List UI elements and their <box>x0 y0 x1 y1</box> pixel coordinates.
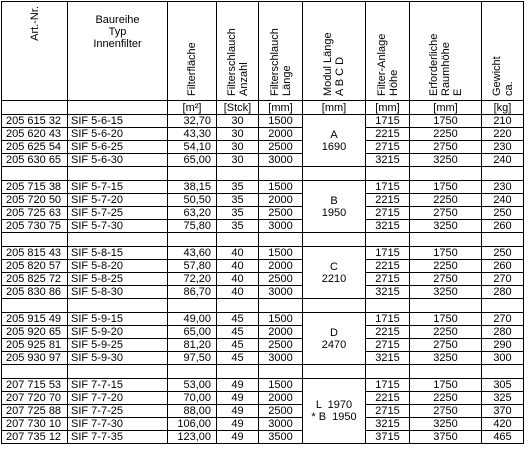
table-row <box>2 352 524 365</box>
cell-raumhoehe: 2750 <box>410 339 482 352</box>
group-separator <box>2 233 524 247</box>
table-row <box>2 260 524 273</box>
cell-baureihe: SIF 7-7-15 <box>68 379 168 392</box>
cell-raumhoehe: 2750 <box>410 273 482 286</box>
separator-cell <box>303 233 366 247</box>
cell-baureihe: SIF 5-6-30 <box>68 154 168 167</box>
cell-schlauch-anzahl: 30 <box>217 115 259 128</box>
cell-filterflaeche: 97,50 <box>168 352 217 365</box>
cell-art-nr: 205 820 57 <box>2 260 68 273</box>
cell-schlauch-anzahl: 49 <box>217 379 259 392</box>
separator-cell <box>259 233 303 247</box>
header-baureihe <box>68 2 168 101</box>
table-row <box>2 392 524 405</box>
cell-art-nr: 207 735 12 <box>2 431 68 444</box>
cell-art-nr: 205 620 43 <box>2 128 68 141</box>
separator-cell <box>482 167 524 181</box>
separator-cell <box>2 365 68 379</box>
group-separator <box>2 167 524 181</box>
table-row <box>2 115 524 128</box>
cell-schlauch-laenge: 2000 <box>259 194 303 207</box>
cell-modul-laenge: D 2470 <box>303 313 366 365</box>
cell-schlauch-laenge: 2000 <box>259 392 303 405</box>
cell-gewicht: 240 <box>482 154 524 167</box>
cell-schlauch-anzahl: 35 <box>217 181 259 194</box>
cell-filterflaeche: 53,00 <box>168 379 217 392</box>
cell-gewicht: 420 <box>482 418 524 431</box>
cell-filterflaeche: 72,20 <box>168 273 217 286</box>
header-modul-laenge <box>303 2 366 101</box>
cell-anlage-hoehe: 3215 <box>366 220 410 233</box>
cell-gewicht: 270 <box>482 313 524 326</box>
cell-raumhoehe: 1750 <box>410 181 482 194</box>
cell-schlauch-anzahl: 49 <box>217 405 259 418</box>
cell-art-nr: 207 715 53 <box>2 379 68 392</box>
cell-baureihe: SIF 5-9-30 <box>68 352 168 365</box>
cell-schlauch-anzahl: 45 <box>217 352 259 365</box>
cell-baureihe: SIF 7-7-35 <box>68 431 168 444</box>
cell-filterflaeche: 106,00 <box>168 418 217 431</box>
cell-baureihe: SIF 5-9-25 <box>68 339 168 352</box>
cell-schlauch-anzahl: 35 <box>217 220 259 233</box>
cell-baureihe: SIF 5-6-20 <box>68 128 168 141</box>
cell-baureihe: SIF 7-7-30 <box>68 418 168 431</box>
cell-anlage-hoehe: 2215 <box>366 194 410 207</box>
separator-cell <box>303 167 366 181</box>
cell-gewicht: 220 <box>482 128 524 141</box>
cell-art-nr: 205 915 49 <box>2 313 68 326</box>
cell-baureihe: SIF 5-6-25 <box>68 141 168 154</box>
header-gewicht-label: Gewicht ca. <box>490 56 515 96</box>
header-schlauch-anzahl <box>217 2 259 101</box>
header-art-nr-label: Art.-Nr. <box>28 6 41 41</box>
cell-filterflaeche: 57,80 <box>168 260 217 273</box>
header-filterflaeche-label: Filterfläche <box>186 42 198 96</box>
cell-anlage-hoehe: 2215 <box>366 128 410 141</box>
header-filterflaeche <box>168 2 217 101</box>
cell-art-nr: 205 715 38 <box>2 181 68 194</box>
cell-raumhoehe: 1750 <box>410 313 482 326</box>
cell-gewicht: 240 <box>482 194 524 207</box>
cell-raumhoehe: 2250 <box>410 194 482 207</box>
unit-baureihe <box>68 101 168 115</box>
cell-baureihe: SIF 5-7-15 <box>68 181 168 194</box>
separator-cell <box>2 299 68 313</box>
cell-raumhoehe: 1750 <box>410 379 482 392</box>
cell-gewicht: 230 <box>482 141 524 154</box>
separator-cell <box>217 299 259 313</box>
cell-schlauch-laenge: 3000 <box>259 286 303 299</box>
cell-schlauch-laenge: 3000 <box>259 352 303 365</box>
separator-cell <box>2 167 68 181</box>
header-row <box>2 2 524 101</box>
cell-schlauch-laenge: 1500 <box>259 115 303 128</box>
cell-modul-laenge: C 2210 <box>303 247 366 299</box>
cell-schlauch-laenge: 2000 <box>259 260 303 273</box>
header-schlauch-anzahl-label: Filterschlauch Anzahl <box>225 28 250 96</box>
header-art-nr <box>2 2 68 101</box>
cell-anlage-hoehe: 2715 <box>366 141 410 154</box>
separator-cell <box>366 233 410 247</box>
cell-schlauch-laenge: 2500 <box>259 339 303 352</box>
cell-baureihe: SIF 5-9-20 <box>68 326 168 339</box>
cell-baureihe: SIF 5-8-15 <box>68 247 168 260</box>
cell-filterflaeche: 38,15 <box>168 181 217 194</box>
separator-cell <box>366 167 410 181</box>
cell-schlauch-anzahl: 35 <box>217 194 259 207</box>
header-modul-laenge-label: Modul Länge A B C D <box>322 32 346 96</box>
cell-art-nr: 205 630 65 <box>2 154 68 167</box>
cell-filterflaeche: 65,00 <box>168 326 217 339</box>
header-schlauch-laenge <box>259 2 303 101</box>
cell-gewicht: 260 <box>482 220 524 233</box>
unit-schlauch-laenge: [mm] <box>259 101 303 115</box>
unit-raumhoehe: [mm] <box>410 101 482 115</box>
cell-filterflaeche: 123,00 <box>168 431 217 444</box>
separator-cell <box>68 167 168 181</box>
unit-filterflaeche: [m²] <box>168 101 217 115</box>
cell-anlage-hoehe: 1715 <box>366 379 410 392</box>
separator-cell <box>482 299 524 313</box>
table-row <box>2 207 524 220</box>
cell-raumhoehe: 3750 <box>410 431 482 444</box>
group-separator <box>2 365 524 379</box>
table-row <box>2 220 524 233</box>
separator-cell <box>217 233 259 247</box>
cell-filterflaeche: 50,50 <box>168 194 217 207</box>
cell-schlauch-laenge: 1500 <box>259 379 303 392</box>
cell-filterflaeche: 32,70 <box>168 115 217 128</box>
cell-filterflaeche: 75,80 <box>168 220 217 233</box>
cell-anlage-hoehe: 2715 <box>366 273 410 286</box>
cell-schlauch-laenge: 2500 <box>259 273 303 286</box>
unit-modul-laenge: [mm] <box>303 101 366 115</box>
cell-schlauch-anzahl: 40 <box>217 260 259 273</box>
table-row <box>2 313 524 326</box>
cell-raumhoehe: 3250 <box>410 154 482 167</box>
table-row <box>2 379 524 392</box>
cell-schlauch-anzahl: 30 <box>217 154 259 167</box>
separator-cell <box>2 233 68 247</box>
cell-anlage-hoehe: 2715 <box>366 339 410 352</box>
cell-schlauch-laenge: 2000 <box>259 128 303 141</box>
cell-raumhoehe: 2750 <box>410 141 482 154</box>
header-baureihe-label: Baureihe Typ Innenfilter <box>93 14 142 50</box>
cell-art-nr: 205 925 81 <box>2 339 68 352</box>
cell-raumhoehe: 2750 <box>410 405 482 418</box>
filter-spec-table <box>1 1 524 444</box>
cell-art-nr: 207 730 10 <box>2 418 68 431</box>
cell-raumhoehe: 3250 <box>410 418 482 431</box>
cell-schlauch-anzahl: 45 <box>217 313 259 326</box>
cell-filterflaeche: 63,20 <box>168 207 217 220</box>
unit-anlage-hoehe: [mm] <box>366 101 410 115</box>
cell-filterflaeche: 81,20 <box>168 339 217 352</box>
table-body <box>2 2 524 444</box>
cell-baureihe: SIF 5-6-15 <box>68 115 168 128</box>
cell-gewicht: 260 <box>482 260 524 273</box>
cell-art-nr: 205 830 86 <box>2 286 68 299</box>
cell-schlauch-laenge: 1500 <box>259 247 303 260</box>
cell-schlauch-laenge: 3000 <box>259 154 303 167</box>
cell-modul-laenge: A 1690 <box>303 115 366 167</box>
cell-schlauch-anzahl: 30 <box>217 141 259 154</box>
separator-cell <box>410 299 482 313</box>
table-row <box>2 326 524 339</box>
cell-art-nr: 207 720 70 <box>2 392 68 405</box>
table-row <box>2 247 524 260</box>
table-row <box>2 273 524 286</box>
cell-anlage-hoehe: 1715 <box>366 247 410 260</box>
header-anlage-hoehe-label: Filter-Anlage Höhe <box>375 33 400 96</box>
cell-art-nr: 207 725 88 <box>2 405 68 418</box>
cell-baureihe: SIF 7-7-25 <box>68 405 168 418</box>
cell-baureihe: SIF 5-9-15 <box>68 313 168 326</box>
table-row <box>2 128 524 141</box>
cell-baureihe: SIF 7-7-20 <box>68 392 168 405</box>
cell-art-nr: 205 825 72 <box>2 273 68 286</box>
cell-anlage-hoehe: 2715 <box>366 405 410 418</box>
cell-filterflaeche: 65,00 <box>168 154 217 167</box>
cell-gewicht: 230 <box>482 181 524 194</box>
table-row <box>2 141 524 154</box>
separator-cell <box>68 365 168 379</box>
cell-filterflaeche: 86,70 <box>168 286 217 299</box>
cell-filterflaeche: 70,00 <box>168 392 217 405</box>
cell-gewicht: 305 <box>482 379 524 392</box>
cell-schlauch-laenge: 1500 <box>259 181 303 194</box>
cell-raumhoehe: 3250 <box>410 286 482 299</box>
cell-schlauch-laenge: 3500 <box>259 431 303 444</box>
cell-gewicht: 300 <box>482 352 524 365</box>
separator-cell <box>482 365 524 379</box>
table-row <box>2 181 524 194</box>
cell-modul-laenge: B 1950 <box>303 181 366 233</box>
cell-anlage-hoehe: 2215 <box>366 392 410 405</box>
cell-raumhoehe: 3250 <box>410 352 482 365</box>
separator-cell <box>217 365 259 379</box>
cell-art-nr: 205 725 63 <box>2 207 68 220</box>
cell-anlage-hoehe: 1715 <box>366 313 410 326</box>
unit-gewicht: [kg] <box>482 101 524 115</box>
table-row <box>2 405 524 418</box>
cell-schlauch-laenge: 2500 <box>259 405 303 418</box>
cell-gewicht: 465 <box>482 431 524 444</box>
cell-schlauch-anzahl: 49 <box>217 431 259 444</box>
cell-schlauch-anzahl: 30 <box>217 128 259 141</box>
cell-schlauch-anzahl: 45 <box>217 326 259 339</box>
cell-baureihe: SIF 5-7-25 <box>68 207 168 220</box>
header-raumhoehe-label: Erforderliche Raumhöhe E <box>427 33 464 96</box>
table-row <box>2 154 524 167</box>
table-row <box>2 286 524 299</box>
cell-art-nr: 205 615 32 <box>2 115 68 128</box>
cell-schlauch-laenge: 2500 <box>259 207 303 220</box>
cell-baureihe: SIF 5-8-30 <box>68 286 168 299</box>
cell-anlage-hoehe: 1715 <box>366 115 410 128</box>
cell-schlauch-laenge: 2000 <box>259 326 303 339</box>
unit-row <box>2 101 524 115</box>
cell-raumhoehe: 2250 <box>410 392 482 405</box>
cell-schlauch-anzahl: 40 <box>217 247 259 260</box>
cell-art-nr: 205 625 54 <box>2 141 68 154</box>
separator-cell <box>168 365 217 379</box>
separator-cell <box>68 233 168 247</box>
unit-schlauch-anzahl: [Stck] <box>217 101 259 115</box>
cell-schlauch-anzahl: 49 <box>217 418 259 431</box>
header-anlage-hoehe <box>366 2 410 101</box>
cell-art-nr: 205 930 97 <box>2 352 68 365</box>
separator-cell <box>410 365 482 379</box>
unit-art-nr <box>2 101 68 115</box>
cell-anlage-hoehe: 1715 <box>366 181 410 194</box>
cell-gewicht: 210 <box>482 115 524 128</box>
cell-filterflaeche: 49,00 <box>168 313 217 326</box>
separator-cell <box>303 299 366 313</box>
cell-filterflaeche: 43,30 <box>168 128 217 141</box>
cell-raumhoehe: 1750 <box>410 115 482 128</box>
cell-schlauch-laenge: 1500 <box>259 313 303 326</box>
cell-anlage-hoehe: 2215 <box>366 260 410 273</box>
table-row <box>2 418 524 431</box>
separator-cell <box>168 233 217 247</box>
separator-cell <box>259 365 303 379</box>
cell-gewicht: 270 <box>482 273 524 286</box>
cell-schlauch-laenge: 3000 <box>259 418 303 431</box>
cell-schlauch-anzahl: 35 <box>217 207 259 220</box>
cell-raumhoehe: 2250 <box>410 260 482 273</box>
cell-schlauch-anzahl: 40 <box>217 286 259 299</box>
separator-cell <box>259 299 303 313</box>
cell-anlage-hoehe: 3715 <box>366 431 410 444</box>
separator-cell <box>168 167 217 181</box>
separator-cell <box>68 299 168 313</box>
cell-baureihe: SIF 5-7-30 <box>68 220 168 233</box>
cell-schlauch-laenge: 2500 <box>259 141 303 154</box>
cell-filterflaeche: 43,60 <box>168 247 217 260</box>
cell-raumhoehe: 2250 <box>410 326 482 339</box>
separator-cell <box>482 233 524 247</box>
cell-anlage-hoehe: 2215 <box>366 326 410 339</box>
cell-art-nr: 205 720 50 <box>2 194 68 207</box>
cell-schlauch-anzahl: 49 <box>217 392 259 405</box>
cell-gewicht: 290 <box>482 339 524 352</box>
group-separator <box>2 299 524 313</box>
separator-cell <box>366 299 410 313</box>
cell-baureihe: SIF 5-8-20 <box>68 260 168 273</box>
table-row <box>2 339 524 352</box>
cell-gewicht: 250 <box>482 207 524 220</box>
cell-gewicht: 370 <box>482 405 524 418</box>
cell-anlage-hoehe: 2715 <box>366 207 410 220</box>
cell-anlage-hoehe: 3215 <box>366 418 410 431</box>
cell-modul-laenge: L 1970 * B 1950 <box>303 379 366 444</box>
cell-raumhoehe: 2250 <box>410 128 482 141</box>
cell-gewicht: 250 <box>482 247 524 260</box>
header-raumhoehe <box>410 2 482 101</box>
header-gewicht <box>482 2 524 101</box>
separator-cell <box>168 299 217 313</box>
cell-baureihe: SIF 5-8-25 <box>68 273 168 286</box>
cell-raumhoehe: 2750 <box>410 207 482 220</box>
cell-filterflaeche: 54,10 <box>168 141 217 154</box>
cell-anlage-hoehe: 3215 <box>366 286 410 299</box>
table-row <box>2 431 524 444</box>
cell-schlauch-anzahl: 45 <box>217 339 259 352</box>
cell-schlauch-anzahl: 40 <box>217 273 259 286</box>
separator-cell <box>217 167 259 181</box>
header-schlauch-laenge-label: Filterschlauch Länge <box>268 28 293 96</box>
separator-cell <box>410 233 482 247</box>
cell-raumhoehe: 1750 <box>410 247 482 260</box>
separator-cell <box>303 365 366 379</box>
cell-art-nr: 205 920 65 <box>2 326 68 339</box>
separator-cell <box>259 167 303 181</box>
cell-raumhoehe: 3250 <box>410 220 482 233</box>
separator-cell <box>410 167 482 181</box>
separator-cell <box>366 365 410 379</box>
cell-filterflaeche: 88,00 <box>168 405 217 418</box>
cell-schlauch-laenge: 3000 <box>259 220 303 233</box>
cell-anlage-hoehe: 3215 <box>366 154 410 167</box>
table-row <box>2 194 524 207</box>
cell-baureihe: SIF 5-7-20 <box>68 194 168 207</box>
cell-gewicht: 280 <box>482 326 524 339</box>
cell-gewicht: 280 <box>482 286 524 299</box>
cell-art-nr: 205 815 43 <box>2 247 68 260</box>
cell-anlage-hoehe: 3215 <box>366 352 410 365</box>
cell-gewicht: 325 <box>482 392 524 405</box>
cell-art-nr: 205 730 75 <box>2 220 68 233</box>
